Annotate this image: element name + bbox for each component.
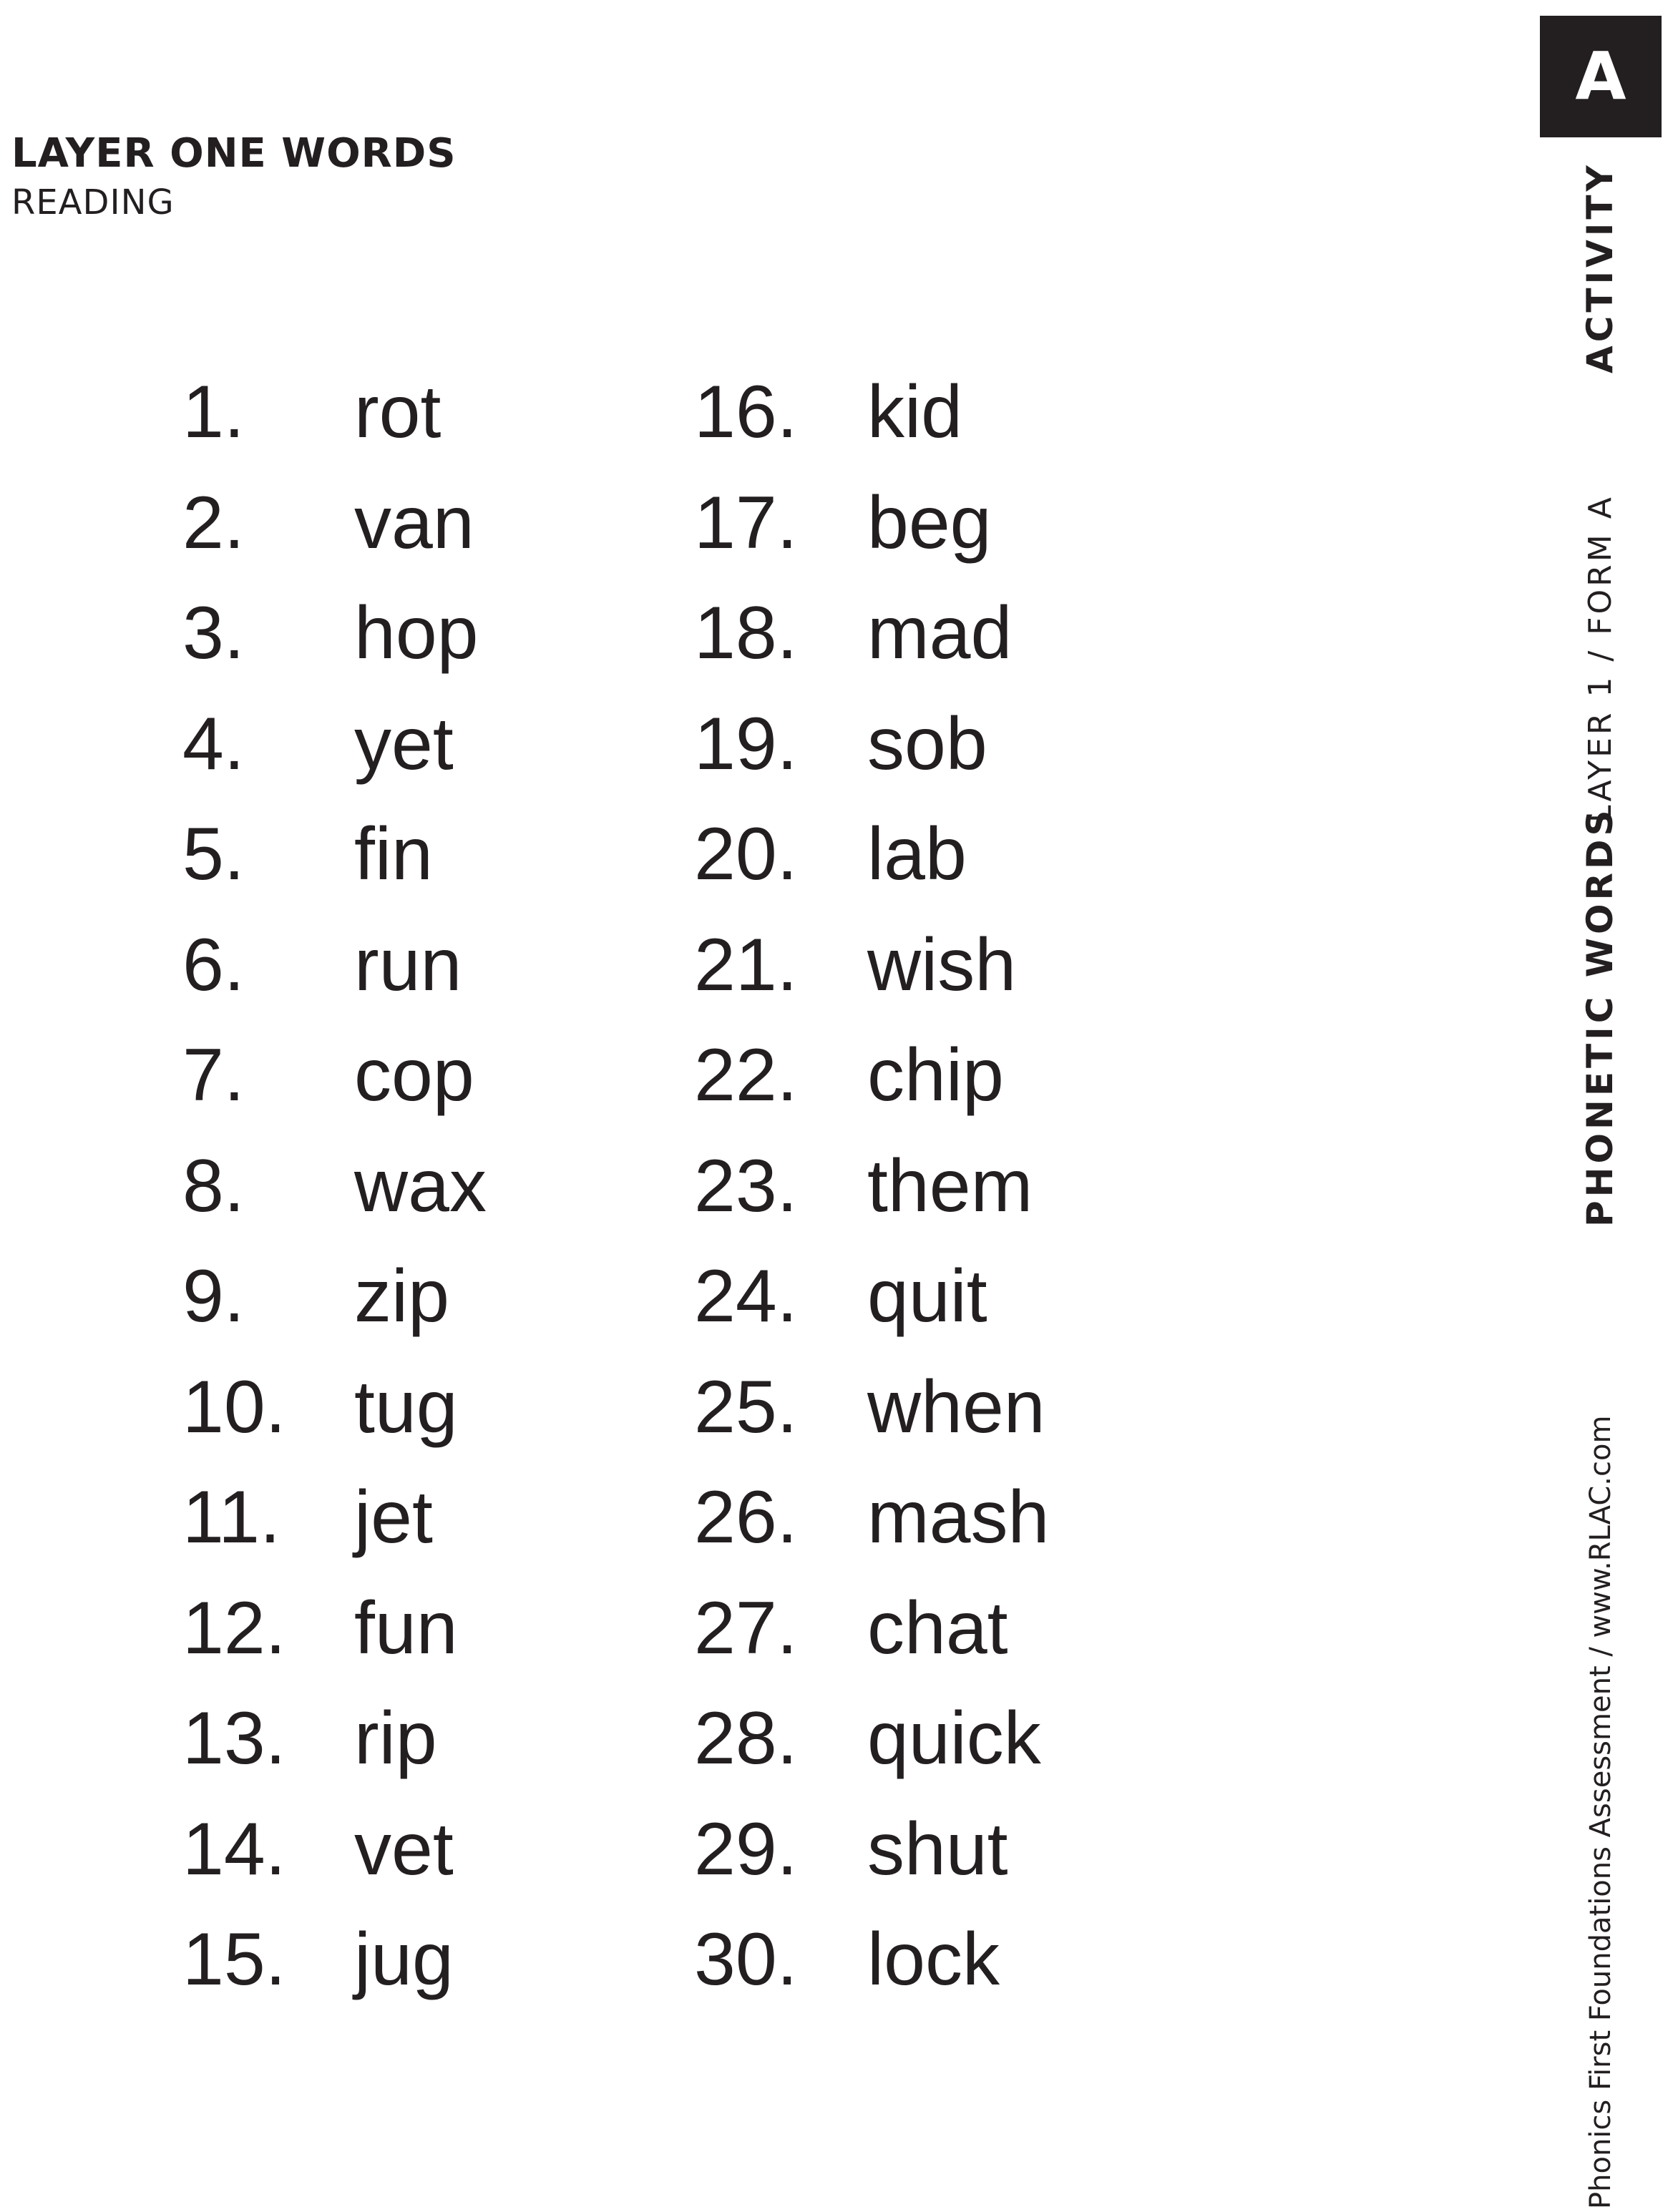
item-number: 24.: [694, 1255, 798, 1338]
item-number: 2.: [182, 481, 245, 564]
page-title: LAYER ONE WORDS: [11, 130, 457, 177]
item-number: 3.: [182, 592, 245, 675]
item-number: 11.: [182, 1476, 281, 1559]
footer-credit: Phonics First Foundations Assessment / www.RLAC.com: [1584, 1415, 1617, 2209]
item-word: wish: [867, 924, 1017, 1007]
item-word: jet: [354, 1476, 433, 1559]
item-word: wax: [354, 1145, 487, 1228]
item-word: quick: [867, 1697, 1041, 1780]
item-word: when: [867, 1366, 1045, 1449]
item-word: mash: [867, 1476, 1050, 1559]
item-word: fin: [354, 813, 433, 896]
form-label: LAYER 1 / FORM A: [1582, 494, 1619, 823]
item-number: 30.: [694, 1918, 798, 2001]
item-number: 25.: [694, 1366, 798, 1449]
activity-label: ACTIVITY: [1579, 162, 1621, 373]
item-number: 26.: [694, 1476, 798, 1559]
page-subtitle: READING: [11, 182, 175, 222]
item-number: 29.: [694, 1808, 798, 1891]
item-word: zip: [354, 1255, 449, 1338]
item-number: 6.: [182, 924, 245, 1007]
category-label: PHONETIC WORDS: [1579, 806, 1621, 1227]
item-number: 17.: [694, 481, 798, 564]
item-number: 14.: [182, 1808, 286, 1891]
item-number: 21.: [694, 924, 798, 1007]
item-number: 15.: [182, 1918, 286, 2001]
item-number: 9.: [182, 1255, 245, 1338]
item-number: 22.: [694, 1034, 798, 1117]
item-word: kid: [867, 371, 962, 454]
item-number: 4.: [182, 703, 245, 786]
item-word: vet: [354, 1808, 454, 1891]
item-number: 13.: [182, 1697, 286, 1780]
item-word: jug: [354, 1918, 454, 2001]
item-word: yet: [354, 703, 454, 786]
item-number: 12.: [182, 1587, 286, 1670]
form-tab: [1540, 16, 1662, 137]
item-number: 18.: [694, 592, 798, 675]
item-word: tug: [354, 1366, 458, 1449]
item-word: shut: [867, 1808, 1008, 1891]
item-word: chat: [867, 1587, 1008, 1670]
item-number: 20.: [694, 813, 798, 896]
item-word: chip: [867, 1034, 1004, 1117]
item-word: mad: [867, 592, 1013, 675]
item-number: 8.: [182, 1145, 245, 1228]
item-word: sob: [867, 703, 987, 786]
page-header: [11, 129, 457, 226]
item-number: 16.: [694, 371, 798, 454]
item-word: van: [354, 481, 474, 564]
item-word: run: [354, 924, 462, 1007]
item-word: lab: [867, 813, 967, 896]
item-word: quit: [867, 1255, 987, 1338]
item-number: 10.: [182, 1366, 286, 1449]
item-number: 7.: [182, 1034, 245, 1117]
item-word: them: [867, 1145, 1033, 1228]
item-number: 5.: [182, 813, 245, 896]
item-number: 28.: [694, 1697, 798, 1780]
item-word: cop: [354, 1034, 474, 1117]
item-number: 23.: [694, 1145, 798, 1228]
item-number: 1.: [182, 371, 245, 454]
item-word: fun: [354, 1587, 458, 1670]
item-word: beg: [867, 481, 992, 564]
item-word: rip: [354, 1697, 437, 1780]
item-word: rot: [354, 371, 442, 454]
item-number: 27.: [694, 1587, 798, 1670]
item-word: lock: [867, 1918, 1000, 2001]
item-word: hop: [354, 592, 479, 675]
form-tab-letter: A: [1575, 38, 1626, 114]
item-number: 19.: [694, 703, 798, 786]
